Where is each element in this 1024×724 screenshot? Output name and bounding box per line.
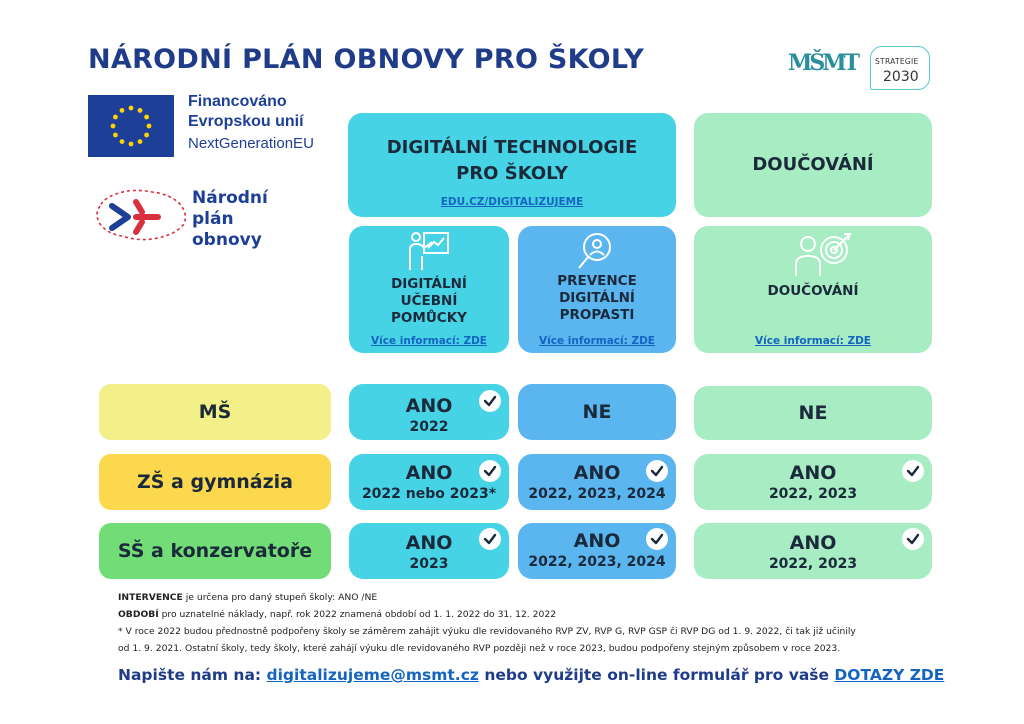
cell-zs-digital-aids <box>349 454 509 510</box>
faq-link[interactable]: DOTAZY ZDE <box>834 666 945 684</box>
target-person-icon <box>794 230 852 278</box>
strategie-2030-logo <box>870 46 930 90</box>
edu-link[interactable]: EDU.CZ/DIGITALIZUJEME <box>440 196 584 208</box>
note-obdobi: OBDOBÍ pro uznatelné náklady, např. rok 2022 znamená období od 1. 1. 2022 do 31. 12. 2022 <box>118 609 557 620</box>
more-info-link-digital-aids[interactable]: Více informací: ZDE <box>371 335 487 347</box>
strategie-label: STRATEGIE <box>875 57 919 66</box>
cell-answer: ANO <box>573 530 621 552</box>
npo-symbol-icon <box>92 184 188 248</box>
cell-answer: ANO <box>405 532 453 554</box>
digital-header-line1: DIGITÁLNÍ TECHNOLOGIE <box>386 137 638 158</box>
page-title: NÁRODNÍ PLÁN OBNOVY PRO ŠKOLY <box>88 44 645 75</box>
cell-ms-digital-gap <box>518 384 676 440</box>
cell-answer: NE <box>582 401 612 423</box>
npo-text-line2: plán <box>192 209 234 229</box>
eu-text-line1: Financováno <box>188 93 287 110</box>
check-icon <box>479 390 501 412</box>
cell-answer: ANO <box>573 462 621 484</box>
npo-text-line3: obnovy <box>192 230 262 250</box>
cell-answer: ANO <box>789 462 837 484</box>
sub-card-digital-aids <box>349 226 509 353</box>
cell-zs-tutoring <box>694 454 932 510</box>
eu-text-line2: Evropskou unií <box>188 113 304 130</box>
cell-answer: ANO <box>405 462 453 484</box>
cell-years: 2022, 2023, 2024 <box>528 486 666 502</box>
cell-ss-tutoring <box>694 523 932 579</box>
msmt-logo: MŠMT <box>788 50 857 76</box>
digital-header-card <box>348 113 676 217</box>
cell-answer: ANO <box>789 532 837 554</box>
digital-aids-line1: DIGITÁLNÍ <box>391 276 467 292</box>
sub-card-tutoring <box>694 226 932 353</box>
more-info-link-digital-gap[interactable]: Více informací: ZDE <box>539 335 655 347</box>
digital-gap-line2: DIGITÁLNÍ <box>559 290 635 306</box>
more-info-link-tutoring[interactable]: Více informací: ZDE <box>755 335 871 347</box>
contact-line: Napište nám na: digitalizujeme@msmt.cz nebo využijte on-line formulář pro vaše DOTAZY ZDE <box>118 666 945 684</box>
digital-gap-line1: PREVENCE <box>557 273 637 289</box>
check-icon <box>479 460 501 482</box>
note-intervence: INTERVENCE je určena pro daný stupeň školy: ANO /NE <box>118 592 378 603</box>
presentation-icon <box>406 230 452 272</box>
cell-years: 2022, 2023 <box>768 556 858 572</box>
row-label-ms: MŠ <box>99 384 331 440</box>
check-icon <box>902 460 924 482</box>
check-icon <box>902 528 924 550</box>
digital-aids-line3: POMŮCKY <box>391 310 467 326</box>
npo-text-line1: Národní <box>192 188 268 208</box>
magnifier-person-icon <box>575 230 619 272</box>
cell-years: 2023 <box>409 556 449 572</box>
cell-ss-digital-aids <box>349 523 509 579</box>
row-label-zs: ZŠ a gymnázia <box>99 454 331 510</box>
tutoring-header-card <box>694 113 932 217</box>
row-label-ss: SŠ a konzervatoře <box>99 523 331 579</box>
sub-card-digital-gap <box>518 226 676 353</box>
npo-logo <box>92 182 282 257</box>
cell-answer: ANO <box>405 395 453 417</box>
note-star-line1: * V roce 2022 budou přednostně podpořeny školy se záměrem zahájit výuku dle revidovaného RVP ZV, RVP G, RVP GSP či RVP DG od 1. 9. 2022, či tak již učinily <box>118 626 856 637</box>
cell-zs-digital-gap <box>518 454 676 510</box>
check-icon <box>479 528 501 550</box>
digital-header-line2: PRO ŠKOLY <box>456 163 568 184</box>
note-star-line2: od 1. 9. 2021. Ostatní školy, tedy školy, které zahájí výuku dle revidovaného RVP později než v roce 2023, budou podpořeny stejným způsobem v roce 2023. <box>118 643 841 654</box>
digital-gap-line3: PROPASTI <box>559 307 635 323</box>
check-icon <box>646 460 668 482</box>
check-icon <box>646 528 668 550</box>
cell-years: 2022 nebo 2023* <box>361 486 497 502</box>
eu-logo <box>88 95 350 157</box>
cell-years: 2022 <box>409 419 449 435</box>
strategie-year: 2030 <box>883 69 919 85</box>
digital-aids-line2: UČEBNÍ <box>400 293 458 309</box>
cell-years: 2022, 2023 <box>768 486 858 502</box>
email-link[interactable]: digitalizujeme@msmt.cz <box>266 666 479 684</box>
tutoring-sub-label: DOUČOVÁNÍ <box>767 283 859 299</box>
cell-answer: NE <box>798 402 828 424</box>
cell-ss-digital-gap <box>518 523 676 579</box>
eu-flag-icon <box>88 95 174 157</box>
cell-ms-digital-aids <box>349 384 509 440</box>
tutoring-header-label: DOUČOVÁNÍ <box>752 154 874 175</box>
eu-text-line3: NextGenerationEU <box>188 135 314 152</box>
cell-ms-tutoring <box>694 386 932 440</box>
cell-years: 2022, 2023, 2024 <box>528 554 666 570</box>
